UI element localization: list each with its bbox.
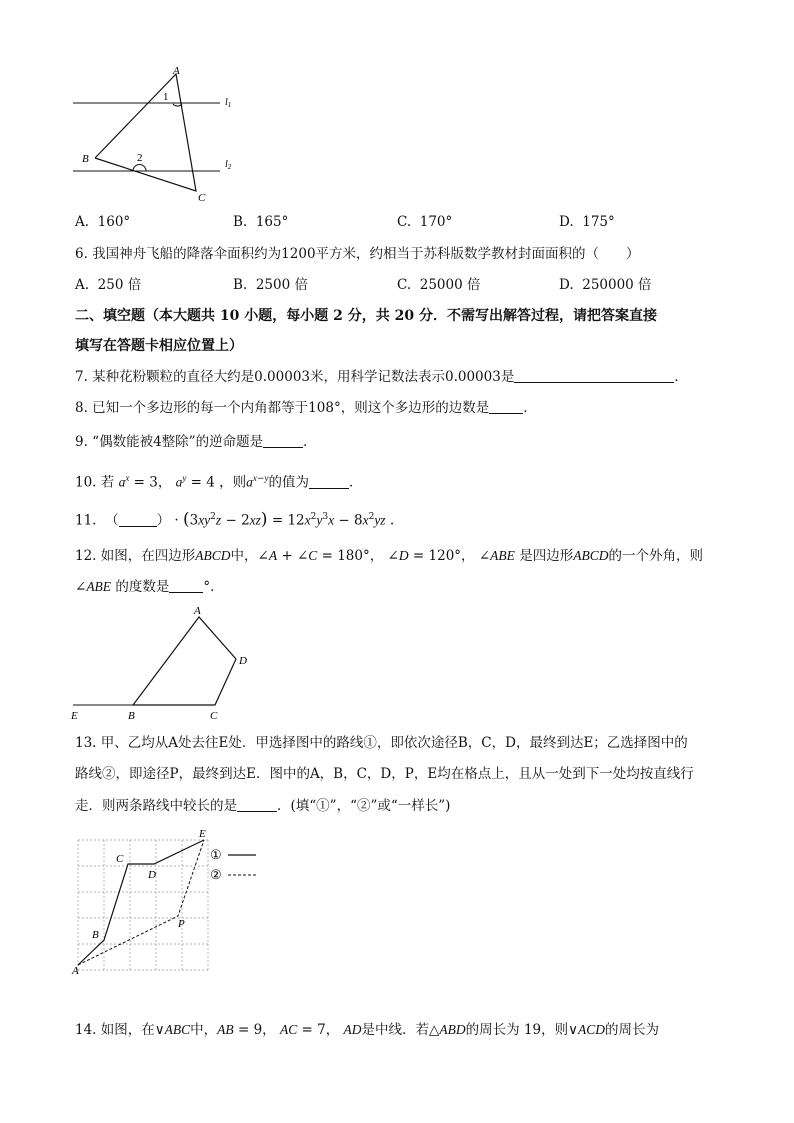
q10: 10. 若 $a^x = 3$， $a^y = 4$ ，则$a^{x-y}$的值为 ． <box>75 473 363 491</box>
figure-parallel-lines-triangle <box>70 62 250 207</box>
label-A: A <box>173 65 180 77</box>
q11: 11. （ ） · $(3xy^2z - 2xz) = 12x^2y^3x - 8x^2yz$ . <box>75 509 395 530</box>
angle-2-arc <box>133 165 146 172</box>
label-D: D <box>148 869 156 881</box>
label-l2: $l_2$ <box>225 159 232 171</box>
quadrilateral-abcd <box>133 617 236 705</box>
section2-heading-line2: 填写在答题卡相应位置上） <box>75 338 243 354</box>
q12-line1: 12. 如图，在四边形ABCD中，∠A + ∠C = 180°， ∠D = 120°， ∠ABE 是四边形ABCD的一个外角，则 <box>75 548 703 564</box>
q12-answer-blank[interactable] <box>169 579 203 593</box>
q13-line3: 走．则两条路线中较长的是 ．(填“①”，“②”或“一样长”) <box>75 798 451 814</box>
section2-heading-line1: 二、填空题（本大题共 10 小题，每小题 2 分，共 20 分．不需写出解答过程，请把答案直接 <box>75 308 657 324</box>
label-C: C <box>198 192 206 204</box>
label-C: C <box>116 853 124 865</box>
q13-line2: 路线②，即途径P，最终到达E．图中的A，B，C，D，P，E均在格点上，且从一处到下一处均按直线行 <box>75 766 694 782</box>
label-E: E <box>71 710 78 722</box>
q7-answer-blank[interactable] <box>514 369 674 383</box>
label-A: A <box>72 965 79 974</box>
label-P: P <box>178 918 185 930</box>
q13-line1: 13. 甲、乙均从A处去往E处．甲选择图中的路线①，即依次途径B，C，D，最终到达E；乙选择图中的 <box>75 735 688 751</box>
label-angle-1: 1 <box>163 91 169 103</box>
label-angle-2: 2 <box>137 152 143 164</box>
label-B: B <box>92 929 99 941</box>
q12-line2: ∠ABE 的度数是 °． <box>75 579 224 595</box>
q10-answer-blank[interactable] <box>309 475 349 489</box>
q5-option-b: B. 165° <box>233 214 289 230</box>
q8-answer-blank[interactable] <box>489 400 523 414</box>
legend-route-2-label: ② <box>210 867 222 882</box>
figure-quadrilateral-abcd <box>68 602 268 724</box>
q6-option-a: A. 250 倍 <box>75 277 142 293</box>
label-B: B <box>128 710 135 722</box>
q9-answer-blank[interactable] <box>263 434 303 448</box>
label-E: E <box>199 828 206 840</box>
q5-option-d: D. 175° <box>559 214 615 230</box>
legend-route-1-label: ① <box>210 847 222 862</box>
label-l1: $l_1$ <box>225 97 232 109</box>
q9: 9. “偶数能被4整除”的逆命题是 ． <box>75 434 317 450</box>
q6-option-b: B. 2500 倍 <box>233 277 308 293</box>
q6-option-c: C. 25000 倍 <box>397 277 481 293</box>
label-D: D <box>239 655 247 667</box>
label-C: C <box>210 710 218 722</box>
q5-option-a: A. 160° <box>75 214 131 230</box>
q14: 14. 如图，在∨ABC中，AB = 9， AC = 7， AD是中线．若△ABD的周长为 19，则∨ACD的周长为 <box>75 1022 660 1038</box>
label-A: A <box>194 605 201 617</box>
q7: 7. 某种花粉颗粒的直径大约是0.00003米，用科学记数法表示0.00003是 ． <box>75 369 688 385</box>
q6-text: 6. 我国神舟飞船的降落伞面积约为1200平方米，约相当于苏科版数学教材封面面积的（ ） <box>75 246 640 262</box>
q13-answer-blank[interactable] <box>237 798 277 812</box>
triangle-abc <box>95 74 196 191</box>
label-B: B <box>82 153 89 165</box>
q6-option-d: D. 250000 倍 <box>559 277 652 293</box>
q11-answer-blank[interactable] <box>119 513 157 527</box>
q5-option-c: C. 170° <box>397 214 453 230</box>
grid <box>78 840 208 970</box>
figure-grid-routes <box>70 824 270 974</box>
q8: 8. 已知一个多边形的每一个内角都等于108°，则这个多边形的边数是 ． <box>75 400 537 416</box>
route-1 <box>78 840 204 965</box>
